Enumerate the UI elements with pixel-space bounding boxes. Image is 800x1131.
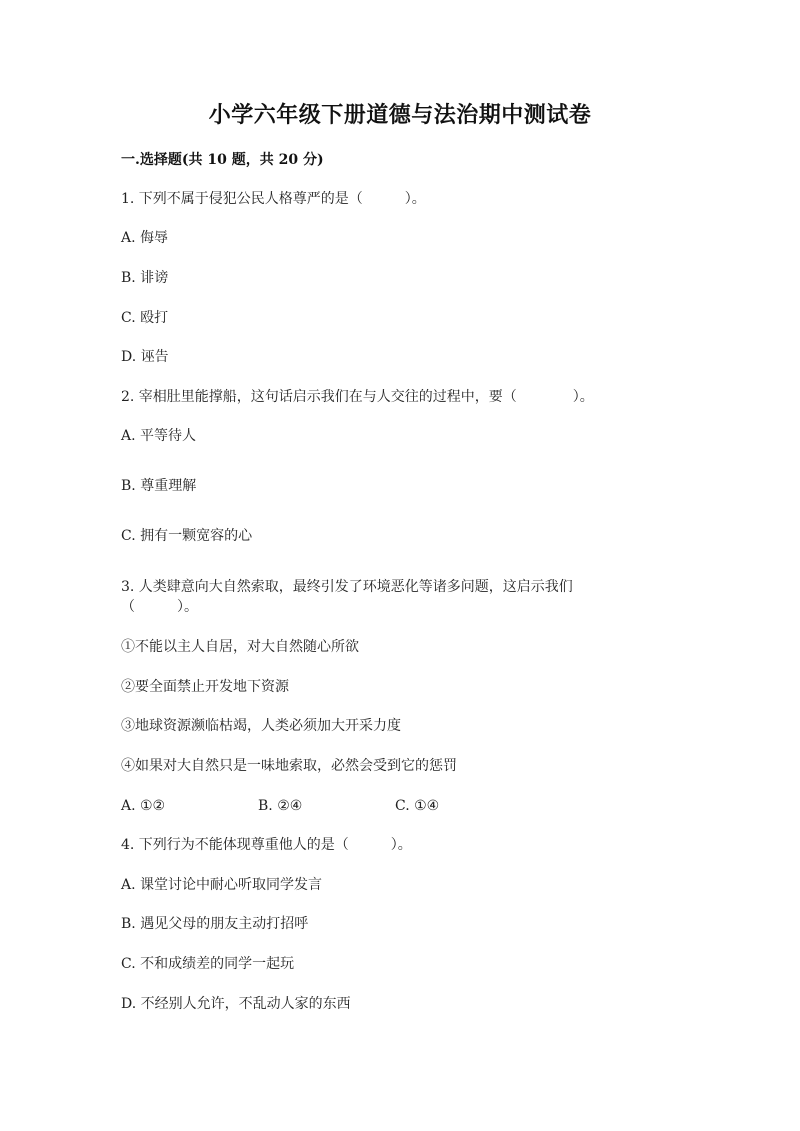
section-header: 一.选择题(共 10 题，共 20 分) [121,152,324,168]
question-4-option-c[interactable]: C. 不和成绩差的同学一起玩 [121,956,295,972]
question-2-option-a[interactable]: A. 平等待人 [121,428,197,444]
question-1-stem: 1. 下列不属于侵犯公民人格尊严的是（ ）。 [121,191,426,207]
question-2-option-c[interactable]: C. 拥有一颗宽容的心 [121,528,253,544]
question-1-option-d[interactable]: D. 诬告 [121,349,169,365]
question-3-stem-line1: 3. 人类肆意向大自然索取，最终引发了环境恶化等诸多问题，这启示我们 [121,579,573,595]
question-1-option-b[interactable]: B. 诽谤 [121,270,169,286]
question-4-option-d[interactable]: D. 不经别人允许，不乱动人家的东西 [121,996,351,1012]
question-3-statement-2: ②要全面禁止开发地下资源 [121,679,289,695]
question-1-option-c[interactable]: C. 殴打 [121,310,169,326]
question-1-option-a[interactable]: A. 侮辱 [121,230,169,246]
page-title: 小学六年级下册道德与法治期中测试卷 [208,102,592,128]
question-3-statement-3: ③地球资源濒临枯竭，人类必须加大开采力度 [121,718,401,734]
question-3-option-c[interactable]: C. ①④ [395,798,440,814]
question-4-stem: 4. 下列行为不能体现尊重他人的是（ ）。 [121,837,412,853]
question-4-option-b[interactable]: B. 遇见父母的朋友主动打招呼 [121,916,309,932]
question-3-option-b[interactable]: B. ②④ [258,798,303,814]
question-3-option-a[interactable]: A. ①② [121,798,166,814]
question-2-option-b[interactable]: B. 尊重理解 [121,478,197,494]
question-3-statement-4: ④如果对大自然只是一味地索取，必然会受到它的惩罚 [121,758,457,774]
question-2-stem: 2. 宰相肚里能撑船，这句话启示我们在与人交往的过程中，要（ ）。 [121,389,594,405]
question-3-statement-1: ①不能以主人自居，对大自然随心所欲 [121,639,359,655]
question-3-stem-line2: （ ）。 [121,599,198,615]
question-4-option-a[interactable]: A. 课堂讨论中耐心听取同学发言 [121,877,323,893]
question-3-options-row [121,796,681,816]
